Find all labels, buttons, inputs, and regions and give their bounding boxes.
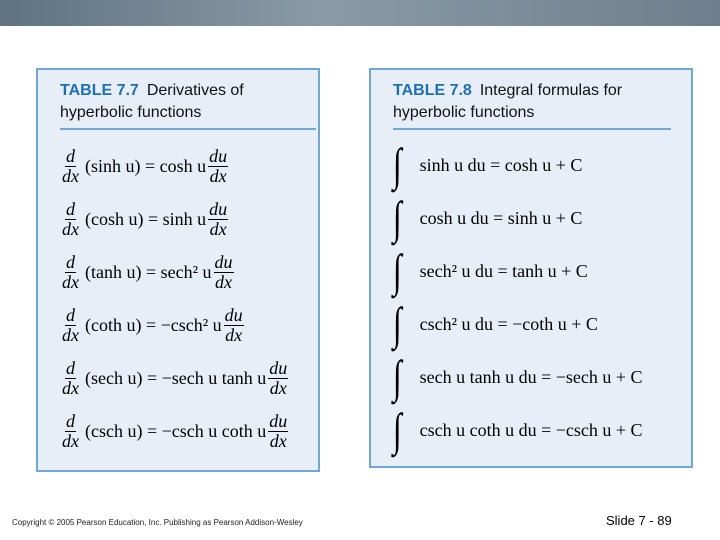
derivative-formula: (sech u) = −sech u tanh u [85, 367, 267, 388]
integral-formula: sech² u du = tanh u + C [419, 260, 588, 281]
integral-formula: sech u tanh u du = −sech u + C [419, 366, 643, 387]
table-title-line1: Integral formulas for [479, 82, 623, 99]
d-dx-operator: $\frac{d}{dx}$ [62, 198, 79, 239]
integral-sign-icon: ∫ [392, 245, 402, 296]
table-7-8-heading [393, 80, 622, 124]
heading-rule [60, 128, 316, 130]
header-bar [0, 0, 720, 26]
integral-formula: csch² u du = −coth u + C [419, 313, 598, 334]
derivative-row [60, 303, 246, 347]
du-dx-factor: $\frac{du}{dx}$ [214, 251, 233, 292]
derivative-row [60, 250, 236, 294]
derivative-row [60, 356, 290, 400]
slide-number: Slide 7 - 89 [606, 513, 672, 528]
table-title-line1: Derivatives of [146, 82, 244, 99]
integral-formula: csch u coth u du = −csch u + C [419, 419, 643, 440]
du-dx-factor: $\frac{du}{dx}$ [209, 145, 228, 186]
integral-row [391, 405, 643, 455]
derivative-formula: (sinh u) = cosh u [85, 155, 207, 176]
derivative-formula: (tanh u) = sech² u [85, 261, 212, 282]
d-dx-operator: $\frac{d}{dx}$ [62, 251, 79, 292]
integral-sign-icon: ∫ [392, 404, 402, 455]
integral-formula: cosh u du = sinh u + C [419, 207, 583, 228]
table-title-line2: hyperbolic functions [60, 104, 202, 121]
du-dx-factor: $\frac{du}{dx}$ [269, 357, 288, 398]
integral-sign-icon: ∫ [392, 139, 402, 190]
table-title-line2: hyperbolic functions [393, 104, 535, 121]
du-dx-factor: $\frac{du}{dx}$ [209, 198, 228, 239]
integral-sign-icon: ∫ [392, 298, 402, 349]
integral-sign-icon: ∫ [392, 192, 402, 243]
derivative-formula: (cosh u) = sinh u [85, 208, 207, 229]
derivatives-table [36, 68, 320, 472]
integral-formula: sinh u du = cosh u + C [419, 154, 583, 175]
integral-row [391, 352, 643, 402]
d-dx-operator: $\frac{d}{dx}$ [62, 357, 79, 398]
table-number: TABLE 7.7 [60, 82, 139, 99]
derivative-formula: (coth u) = −csch² u [85, 314, 222, 335]
derivative-row [60, 144, 230, 188]
integral-row [391, 299, 598, 349]
heading-rule [393, 128, 671, 130]
integral-sign-icon: ∫ [392, 351, 402, 402]
d-dx-operator: $\frac{d}{dx}$ [62, 145, 79, 186]
du-dx-factor: $\frac{du}{dx}$ [269, 410, 288, 451]
d-dx-operator: $\frac{d}{dx}$ [62, 304, 79, 345]
table-number: TABLE 7.8 [393, 82, 472, 99]
du-dx-factor: $\frac{du}{dx}$ [224, 304, 243, 345]
integrals-table [369, 68, 693, 468]
d-dx-operator: $\frac{d}{dx}$ [62, 410, 79, 451]
integral-row [391, 246, 588, 296]
integral-row [391, 140, 582, 190]
table-7-7-heading [60, 80, 244, 124]
derivative-row [60, 197, 230, 241]
integral-row [391, 193, 582, 243]
derivative-formula: (csch u) = −csch u coth u [85, 420, 267, 441]
copyright-notice: Copyright © 2005 Pearson Education, Inc. Publishing as Pearson Addison-Wesley [12, 518, 303, 527]
derivative-row [60, 409, 290, 453]
